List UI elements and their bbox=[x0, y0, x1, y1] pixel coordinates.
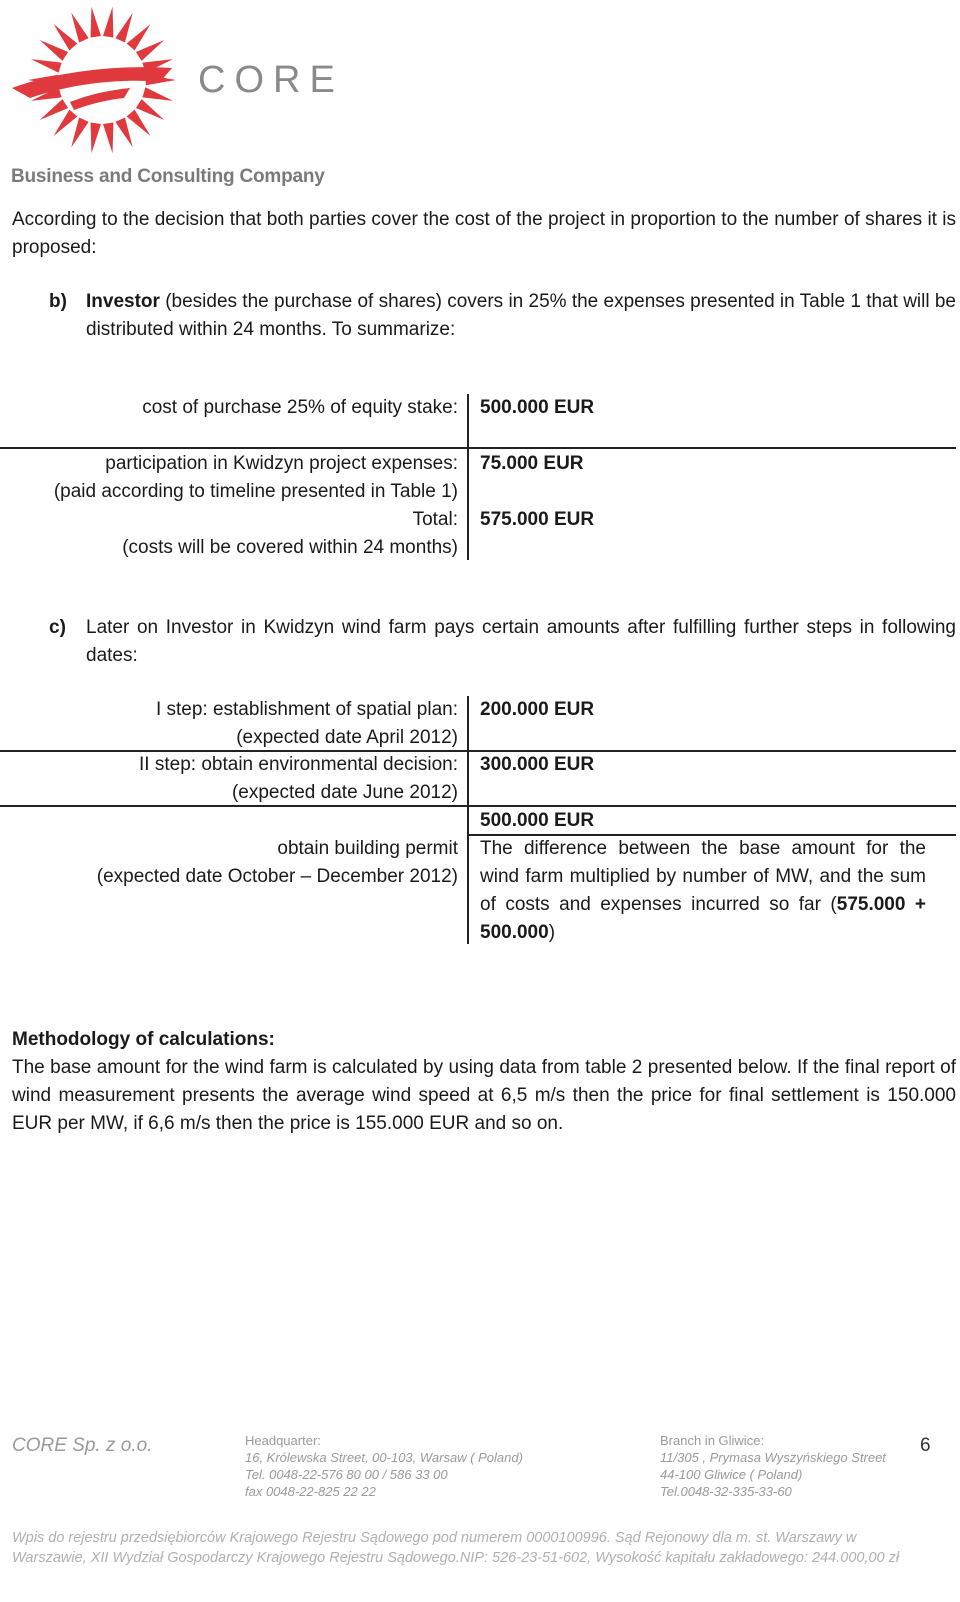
footer-registry-line: Wpis do rejestru przedsiębiorców Krajowego Rejestru Sądowego pod numerem 0000100996. Sąd Rejonowy dla m. st. Warszawy w bbox=[12, 1530, 857, 1546]
intro-paragraph: According to the decision that both parties cover the cost of the project in proportion to the number of shares it is proposed: bbox=[12, 209, 956, 258]
footer-hq-line: fax 0048-22-825 22 22 bbox=[245, 1484, 376, 1499]
logo-ray bbox=[54, 24, 78, 50]
settlement-note-text: The difference between the base amount for the wind farm multiplied by number of MW, and the sum of costs and expenses incurred so far ( bbox=[480, 838, 926, 915]
section-c-text: Later on Investor in Kwidzyn wind farm pays certain amounts after fulfilling further steps in following dates: bbox=[86, 617, 956, 666]
section-b-lead: Investor bbox=[86, 291, 160, 312]
table1-value: 500.000 EUR bbox=[480, 397, 595, 418]
footer-branch-line: 44-100 Gliwice ( Poland) bbox=[660, 1467, 803, 1482]
company-tagline: Business and Consulting Company bbox=[11, 166, 325, 187]
logo-swoosh bbox=[70, 88, 130, 110]
core-logo-icon bbox=[10, 2, 182, 154]
footer-headquarter bbox=[245, 1432, 635, 1500]
table1-label-note: (paid according to timeline presented in Table 1) bbox=[53, 481, 458, 502]
footer-hq-line: 16, Królewska Street, 00-103, Warsaw ( Poland) bbox=[245, 1450, 523, 1465]
table1-row-rule bbox=[0, 447, 956, 449]
logo-ray bbox=[115, 13, 132, 43]
table2-label: obtain building permit bbox=[277, 838, 458, 859]
table2-label-note: (expected date June 2012) bbox=[231, 782, 458, 803]
settlement-note-end: ) bbox=[548, 922, 556, 943]
footer-hq-title-text: Headquarter bbox=[245, 1433, 318, 1448]
footer-branch-line: 11/305 , Prymasa Wyszyńskiego Street bbox=[660, 1450, 886, 1465]
footer-registry bbox=[12, 1528, 956, 1568]
table1-label: cost of purchase 25% of equity stake: bbox=[142, 397, 458, 418]
table2-label: I step: establishment of spatial plan: bbox=[155, 699, 458, 720]
logo-ray bbox=[91, 7, 101, 38]
table1-value: 75.000 EUR bbox=[480, 453, 584, 474]
table1-divider bbox=[467, 394, 469, 560]
table1-total-value: 575.000 EUR bbox=[480, 509, 595, 530]
table1-label: Total: bbox=[412, 509, 458, 530]
footer-hq-line: Tel. 0048-22-576 80 00 / 586 33 00 bbox=[245, 1467, 448, 1482]
table2-value: 500.000 EUR bbox=[480, 810, 595, 831]
table1-label-note: (costs will be covered within 24 months) bbox=[122, 537, 458, 558]
footer-company-name: CORE Sp. z o.o. bbox=[12, 1435, 153, 1456]
table2-value: 300.000 EUR bbox=[480, 754, 595, 775]
logo-ray bbox=[136, 40, 164, 61]
table2-label-note: (expected date October – December 2012) bbox=[96, 866, 458, 887]
logo-ray bbox=[91, 122, 101, 153]
logo-ray bbox=[142, 87, 173, 101]
logo-wordmark: CORE bbox=[198, 59, 344, 101]
table2-label: II step: obtain environmental decision: bbox=[139, 754, 458, 775]
footer-branch-colon: : bbox=[760, 1433, 765, 1448]
logo-ray bbox=[40, 99, 68, 120]
footer-hq-title bbox=[245, 1432, 635, 1449]
footer-registry-line: Warszawie, XII Wydział Gospodarczy Krajowego Rejestru Sądowego.NIP: 526-23-51-602, Wysokość kapitału zakładowego: 244.000,00 zł bbox=[12, 1550, 900, 1566]
logo-ray bbox=[40, 40, 68, 61]
logo-ray bbox=[54, 110, 78, 136]
table2-label-note: (expected date April 2012) bbox=[236, 727, 458, 748]
table1-label: participation in Kwidzyn project expenses: bbox=[105, 453, 458, 474]
section-c-marker: c) bbox=[49, 617, 66, 638]
table2-value: 200.000 EUR bbox=[480, 699, 595, 720]
section-b-body: (besides the purchase of shares) covers in 25% the expenses presented in Table 1 that will be distributed within 24 months. To summarize: bbox=[86, 291, 956, 340]
footer-branch-title-text: Branch in Gliwice bbox=[660, 1433, 761, 1448]
footer-branch-title bbox=[660, 1432, 910, 1449]
table2-divider bbox=[467, 696, 469, 944]
settlement-note-sum: 575.000 + 500.000 bbox=[480, 894, 926, 943]
logo-ray bbox=[103, 122, 113, 153]
logo-ray bbox=[71, 118, 88, 148]
logo-ray bbox=[127, 110, 151, 136]
logo-ray bbox=[31, 59, 62, 73]
logo-ray bbox=[71, 13, 88, 43]
methodology-title: Methodology of calculations: bbox=[12, 1029, 275, 1050]
methodology-text: The base amount for the wind farm is calculated by using data from table 2 presented below. If the final report of wind measurement presents the average wind speed at 6,5 m/s then the price for final settlement is 150.000 EUR per MW, if 6,6 m/s then the price is 155.000 EUR and so on. bbox=[12, 1057, 956, 1134]
logo-ray bbox=[127, 24, 151, 50]
logo-ray bbox=[103, 7, 113, 38]
footer-branch bbox=[660, 1432, 910, 1500]
table2-settlement-note bbox=[480, 835, 926, 947]
footer-hq-colon: : bbox=[317, 1433, 321, 1448]
footer-branch-line: Tel.0048-32-335-33-60 bbox=[660, 1484, 792, 1499]
section-b-marker: b) bbox=[49, 291, 67, 312]
logo-ray bbox=[136, 99, 164, 120]
logo-ray bbox=[115, 118, 132, 148]
section-b-text bbox=[86, 288, 956, 344]
page-number: 6 bbox=[920, 1435, 931, 1456]
